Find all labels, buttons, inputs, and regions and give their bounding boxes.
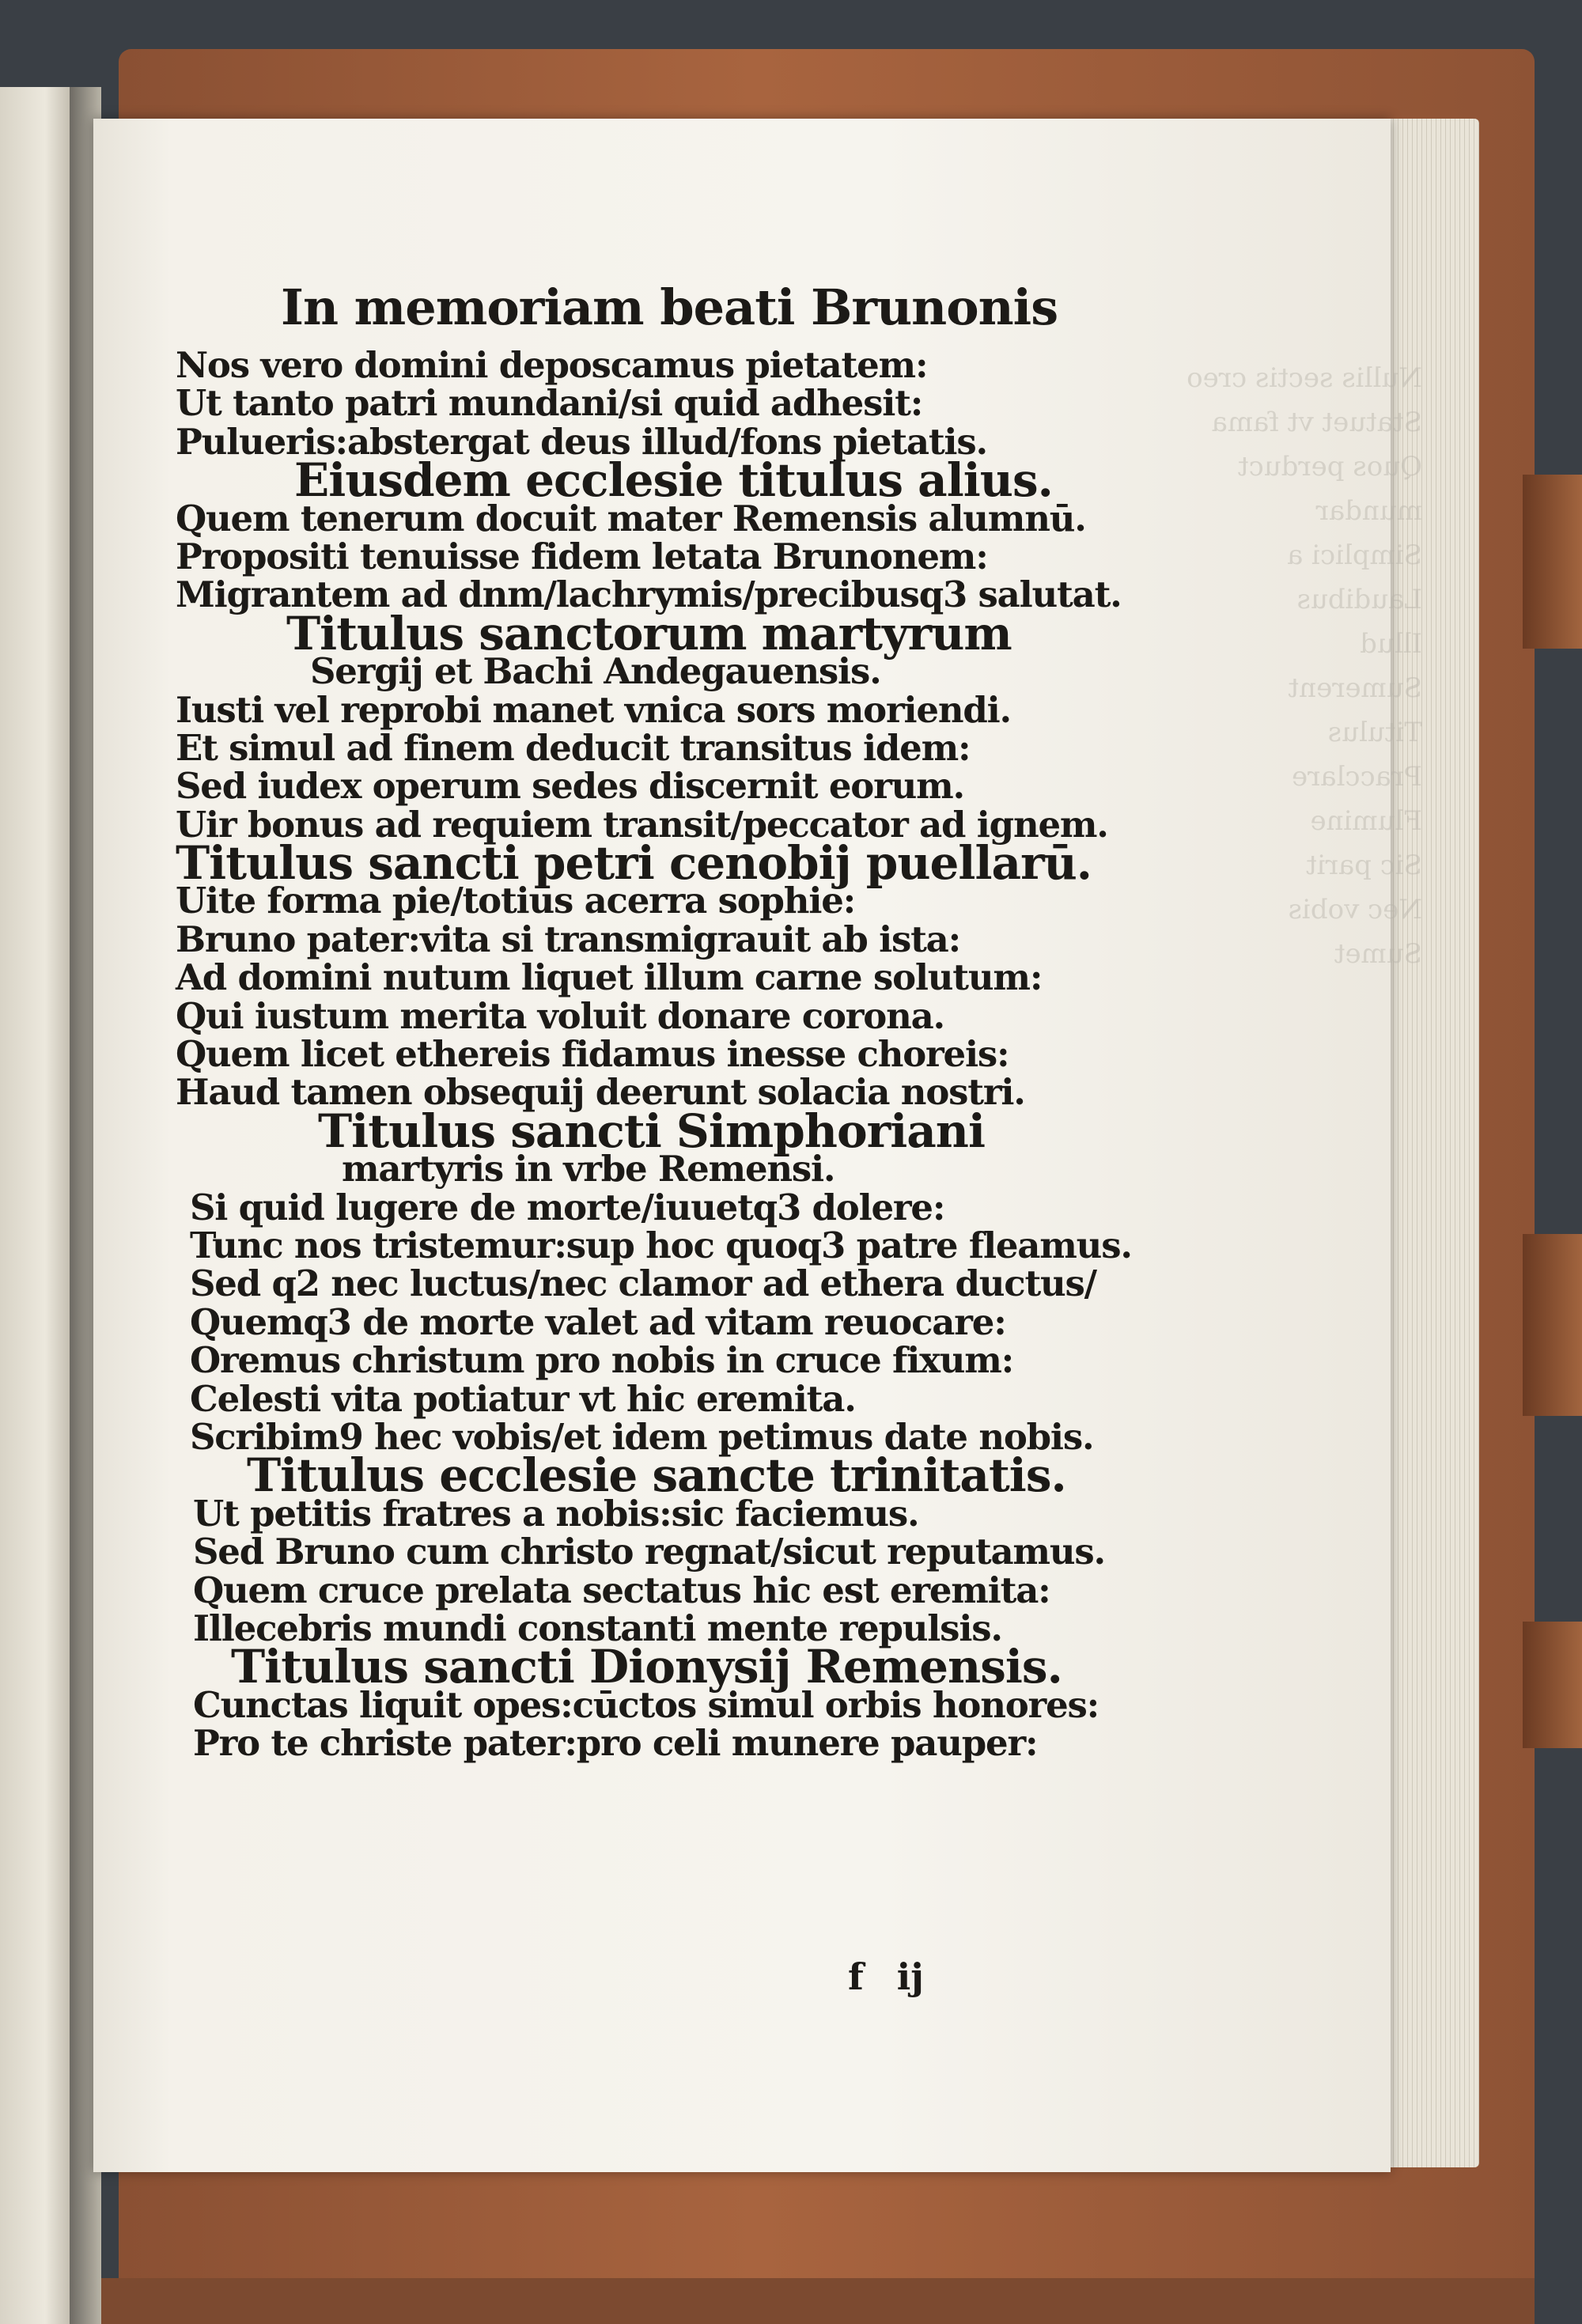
verse-line: Ut tanto patri mundani/si quid adhesit: (176, 382, 923, 425)
verse-line: Et simul ad finem deducit transitus idem: (176, 726, 971, 769)
verse-line: Bruno pater:vita si transmigrauit ab ista: (176, 918, 961, 960)
show-through-text: Nullis sectis creo Statuet vt fama Quos perduct mundar Simplici a Laudibus Illud Sumerent Titulus Pracclare Flumine Sic parit Nec vobis Sumet (1186, 362, 1422, 970)
verse-line: Ad domini nutum liquet illum carne solutum: (176, 956, 1043, 999)
verse-line: Uite forma pie/totius acerra sophie: (176, 880, 856, 922)
verse-line: Iusti vel reprobi manet vnica sors moriendi. (176, 688, 1011, 731)
left-page-edge (0, 87, 75, 2324)
verse-line: Si quid lugere de morte/iuuetq3 dolere: (190, 1186, 945, 1228)
title-line: Titulus sancti petri cenobij puellarū. (176, 836, 1092, 891)
text-block (176, 344, 1132, 1765)
verse-line: Qui iustum merita voluit donare corona. (176, 994, 945, 1037)
verse-line: Celesti vita potiatur vt hic eremita. (190, 1377, 856, 1420)
verse-line: Tunc nos tristemur:sup hoc quoq3 patre fleamus. (190, 1224, 1132, 1266)
verse-line: Illecebris mundi constanti mente repulsis. (193, 1607, 1002, 1649)
verse-line: Scribim9 hec vobis/et idem petimus date nobis. (190, 1415, 1094, 1458)
signature-mark: f ij (848, 1955, 924, 1998)
verse-line: Propositi tenuisse fidem letata Brunonem: (176, 535, 988, 577)
binding-strap (1523, 475, 1582, 649)
verse-line: Haud tamen obsequij deerunt solacia nostri. (176, 1071, 1025, 1114)
verse-line: Quem tenerum docuit mater Remensis alumnū. (176, 497, 1086, 539)
verse-line: Oremus christum pro nobis in cruce fixum: (190, 1339, 1014, 1382)
page-heading: In memoriam beati Brunonis (281, 278, 1058, 336)
binding-strap (1523, 1234, 1582, 1416)
title-line: Titulus sancti Simphoriani (318, 1103, 986, 1158)
verse-line: Uir bonus ad requiem transit/peccator ad ignem. (176, 803, 1108, 846)
title-line: Titulus sancti Dionysij Remensis. (231, 1640, 1062, 1694)
verse-line: Quem licet ethereis fidamus inesse choreis: (176, 1033, 1009, 1076)
verse-line: Migrantem ad dnm/lachrymis/precibusq3 salutat. (176, 573, 1122, 616)
verse-line: Sed iudex operum sedes discernit eorum. (176, 765, 964, 808)
binding-strap (1523, 1622, 1582, 1748)
title-line: Sergij et Bachi Andegauensis. (310, 650, 881, 693)
verse-line: Quem cruce prelata sectatus hic est eremita: (193, 1569, 1050, 1611)
verse-line: Nos vero domini deposcamus pietatem: (176, 344, 928, 386)
verse-line: Sed Bruno cum christo regnat/sicut reputamus. (193, 1531, 1105, 1573)
verse-line: Sed q2 nec luctus/nec clamor ad ethera ductus/ (190, 1262, 1096, 1305)
verse-line: Quemq3 de morte valet ad vitam reuocare: (190, 1300, 1006, 1343)
title-line: martyris in vrbe Remensi. (342, 1148, 835, 1190)
verse-line: Ut petitis fratres a nobis:sic faciemus. (193, 1492, 919, 1535)
title-line: Titulus ecclesie sancte trinitatis. (247, 1448, 1066, 1503)
cover-edge (79, 2278, 1535, 2324)
title-line: Titulus sanctorum martyrum (286, 606, 1012, 660)
title-line: Eiusdem ecclesie titulus alius. (294, 453, 1053, 508)
verse-line: Pro te christe pater:pro celi munere pauper: (193, 1722, 1038, 1765)
verse-line: Pulueris:abstergat deus illud/fons pietatis. (176, 420, 987, 463)
verse-line: Cunctas liquit opes:cūctos simul orbis honores: (193, 1683, 1099, 1726)
